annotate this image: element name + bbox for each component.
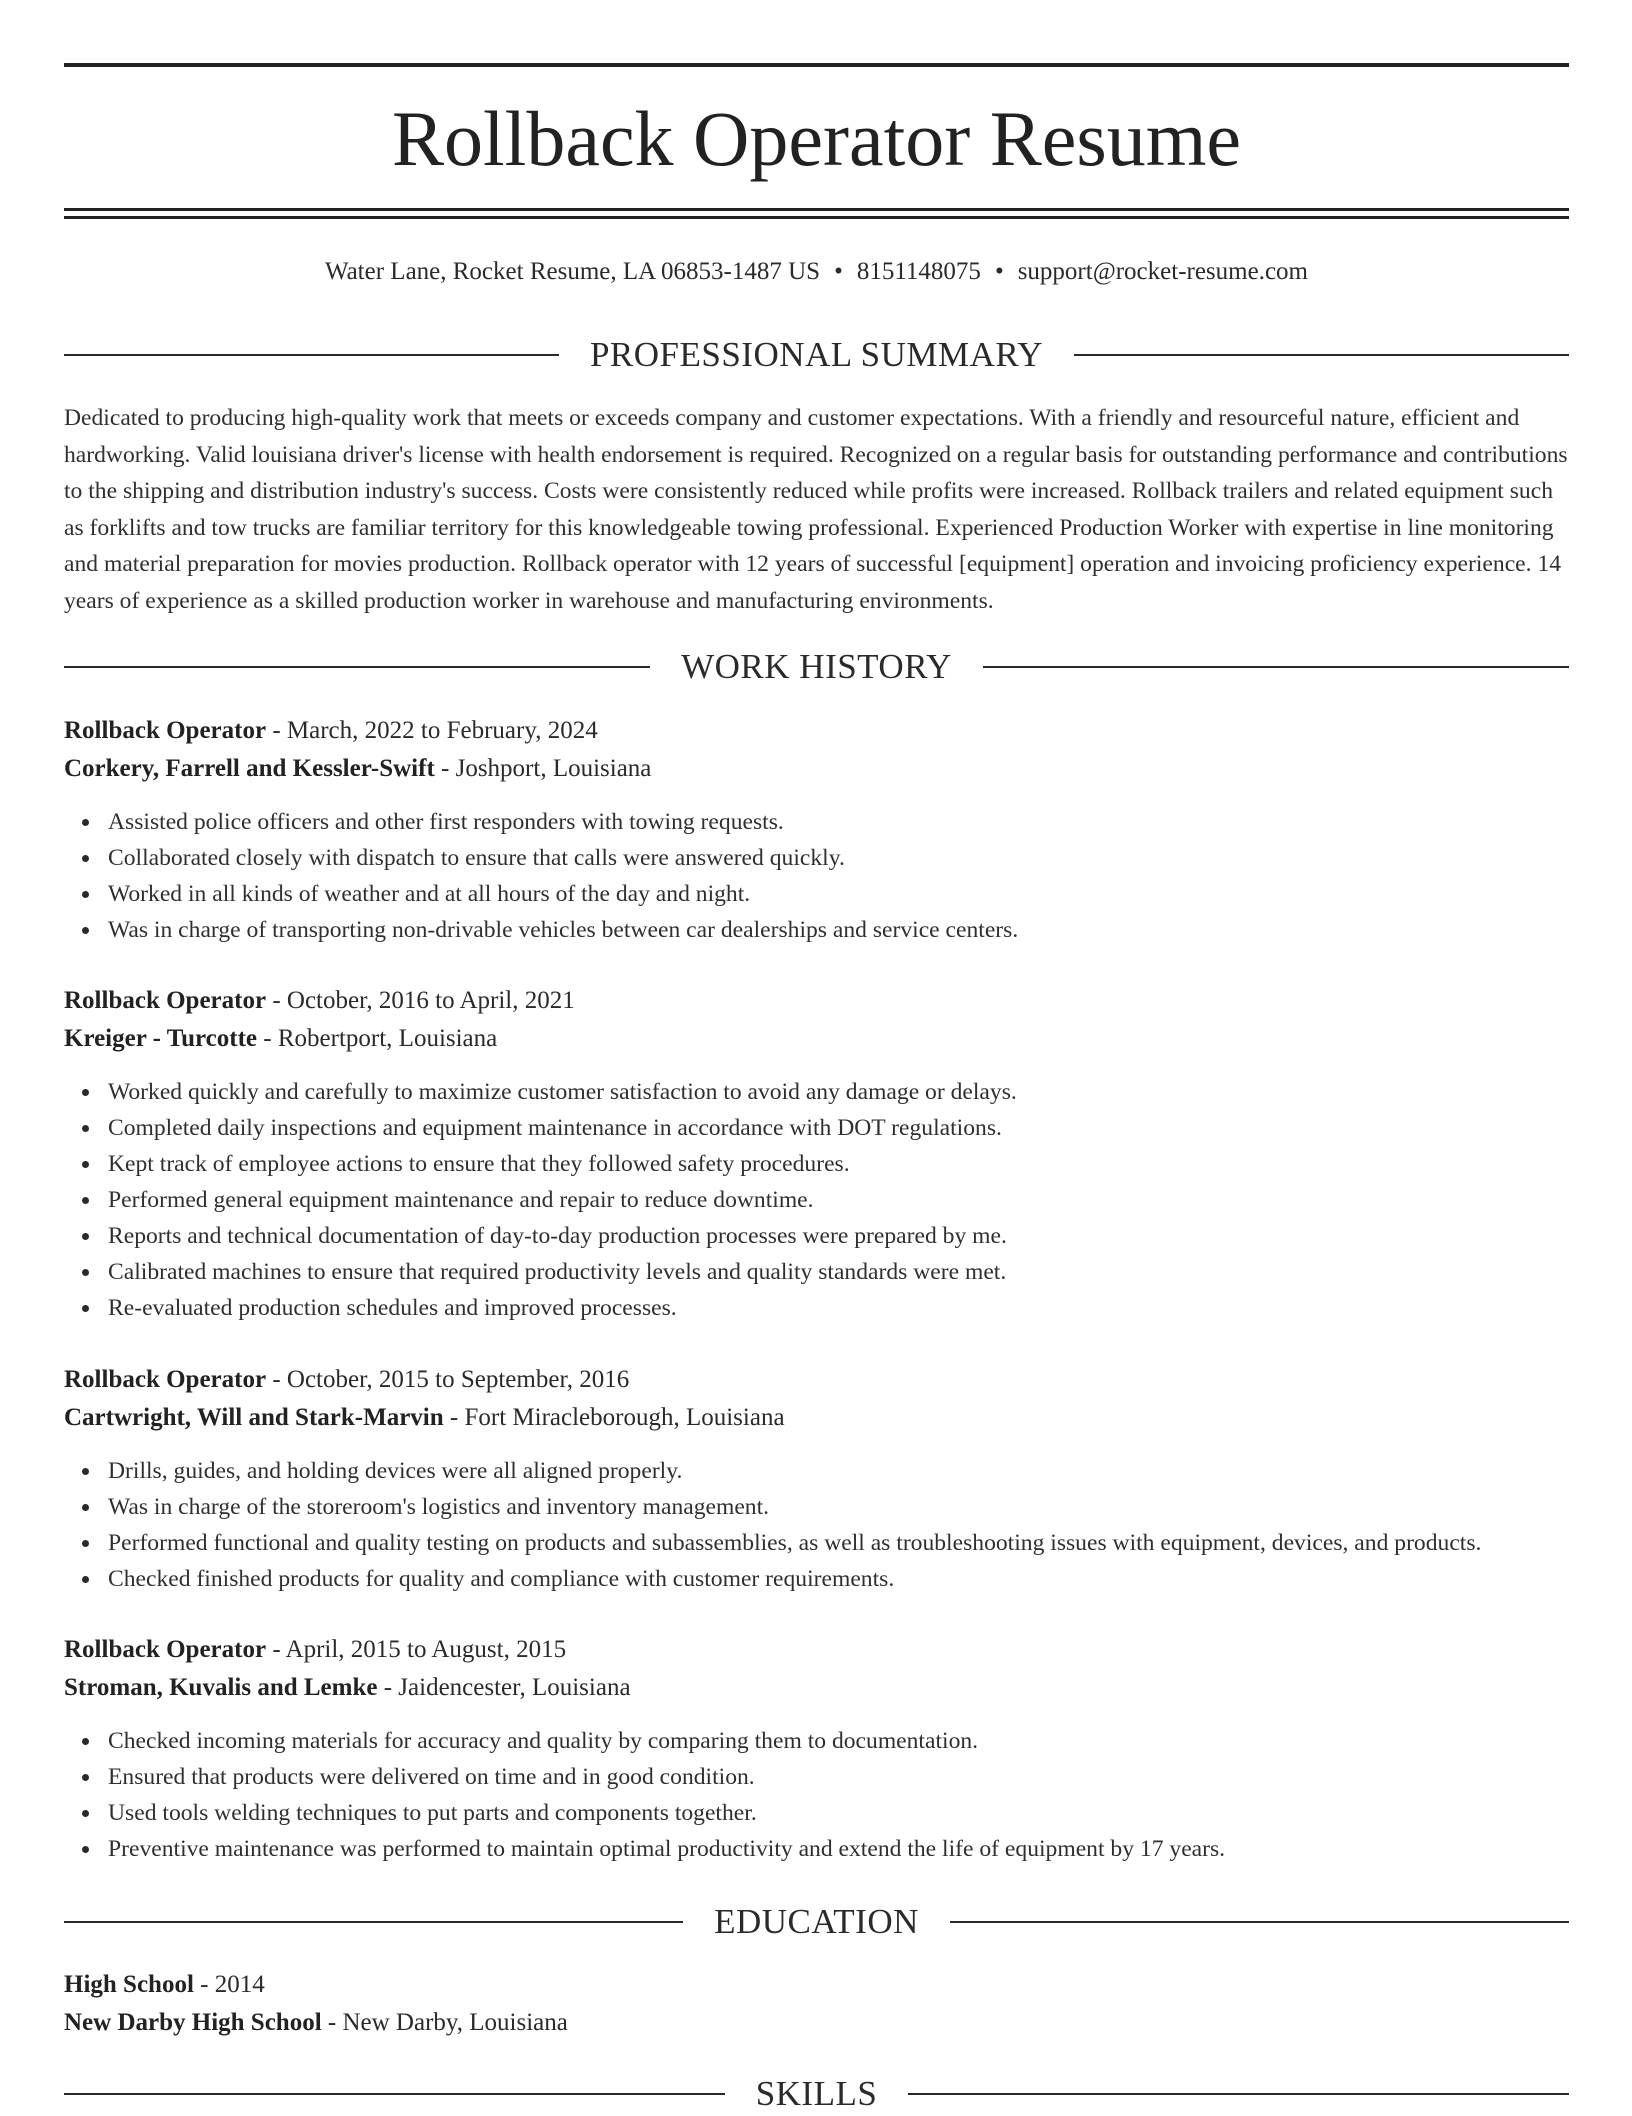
education-degree-line (64, 1966, 1569, 2004)
job-location: - Jaidencester, Louisiana (377, 1674, 631, 1701)
job-title-line (64, 982, 1569, 1020)
contact-separator: • (834, 258, 843, 285)
job-company-line (64, 750, 1569, 788)
contact-line (64, 255, 1569, 289)
list-item: Worked quickly and carefully to maximize customer satisfaction to avoid any damage or delays. (108, 1074, 1569, 1110)
job-title-line (64, 1631, 1569, 1669)
section-rule-right (908, 2093, 1569, 2095)
job-title: Rollback Operator (64, 1366, 267, 1393)
contact-email: support@rocket-resume.com (1017, 258, 1308, 285)
section-header-summary (64, 333, 1569, 377)
list-item: Assisted police officers and other first responders with towing requests. (108, 804, 1569, 840)
job-title-line (64, 712, 1569, 750)
list-item: Reports and technical documentation of day-to-day production processes were prepared by me. (108, 1218, 1569, 1254)
list-item: Was in charge of the storeroom's logistics and inventory management. (108, 1489, 1569, 1525)
job-company-line (64, 1399, 1569, 1437)
section-header-education (64, 1900, 1569, 1944)
section-rule-left (64, 2093, 725, 2095)
job-entry (64, 1361, 1569, 1597)
document-title: Rollback Operator Resume (391, 95, 1242, 182)
section-rule-left (64, 1921, 683, 1923)
job-company: Corkery, Farrell and Kessler-Swift (64, 755, 435, 782)
job-entry (64, 982, 1569, 1326)
job-dates: - April, 2015 to August, 2015 (266, 1636, 567, 1663)
list-item: Performed functional and quality testing on products and subassemblies, as well as troubleshooting issues with equipment, devices, and products. (108, 1525, 1569, 1561)
list-item: Preventive maintenance was performed to maintain optimal productivity and extend the life of equipment by 17 years. (108, 1831, 1569, 1867)
section-title: PROFESSIONAL SUMMARY (589, 335, 1044, 374)
title-double-rule-upper (64, 208, 1569, 211)
list-item: Was in charge of transporting non-drivable vehicles between car dealerships and service centers. (108, 912, 1569, 948)
section-header-skills (64, 2072, 1569, 2116)
education-degree: High School (64, 1971, 194, 1998)
list-item: Worked in all kinds of weather and at all hours of the day and night. (108, 876, 1569, 912)
job-dates: - October, 2015 to September, 2016 (266, 1366, 630, 1393)
section-rule-right (1074, 354, 1569, 356)
job-location: - Fort Miracleborough, Louisiana (443, 1404, 785, 1431)
section-rule-left (64, 354, 559, 356)
title-double-rule-lower (64, 216, 1569, 219)
list-item: Calibrated machines to ensure that required productivity levels and quality standards were met. (108, 1254, 1569, 1290)
list-item: Kept track of employee actions to ensure that they followed safety procedures. (108, 1146, 1569, 1182)
job-duties-list (64, 1723, 1569, 1867)
job-title-line (64, 1361, 1569, 1399)
contact-phone: 8151148075 (856, 258, 981, 285)
job-dates: - March, 2022 to February, 2024 (266, 717, 598, 744)
job-duties-list (64, 1074, 1569, 1326)
list-item: Checked incoming materials for accuracy and quality by comparing them to documentation. (108, 1723, 1569, 1759)
job-duties-list (64, 1453, 1569, 1597)
list-item: Ensured that products were delivered on time and in good condition. (108, 1759, 1569, 1795)
education-year: - 2014 (193, 1971, 265, 1998)
job-company: Kreiger - Turcotte (64, 1025, 258, 1052)
job-company: Cartwright, Will and Stark-Marvin (64, 1404, 444, 1431)
section-header-work-history (64, 645, 1569, 689)
section-rule-left (64, 666, 650, 668)
education-school-line (64, 2004, 1569, 2042)
job-company-line (64, 1020, 1569, 1058)
list-item: Completed daily inspections and equipment maintenance in accordance with DOT regulations. (108, 1110, 1569, 1146)
education-entry (64, 1966, 1569, 2042)
contact-address: Water Lane, Rocket Resume, LA 06853-1487 US (324, 258, 821, 285)
job-location: - Joshport, Louisiana (434, 755, 652, 782)
list-item: Checked finished products for quality and compliance with customer requirements. (108, 1561, 1569, 1597)
job-company: Stroman, Kuvalis and Lemke (64, 1674, 378, 1701)
job-company-line (64, 1669, 1569, 1707)
section-title: SKILLS (755, 2074, 878, 2113)
contact-separator: • (994, 258, 1004, 285)
top-rule (64, 63, 1569, 67)
job-duties-list (64, 804, 1569, 948)
job-location: - Robertport, Louisiana (257, 1025, 498, 1052)
job-entry (64, 1631, 1569, 1867)
list-item: Used tools welding techniques to put parts and components together. (108, 1795, 1569, 1831)
job-title: Rollback Operator (64, 987, 267, 1014)
job-title: Rollback Operator (64, 1636, 267, 1663)
job-dates: - October, 2016 to April, 2021 (266, 987, 575, 1014)
list-item: Performed general equipment maintenance and repair to reduce downtime. (108, 1182, 1569, 1218)
job-title: Rollback Operator (64, 717, 267, 744)
list-item: Collaborated closely with dispatch to ensure that calls were answered quickly. (108, 840, 1569, 876)
professional-summary-text: Dedicated to producing high-quality work that meets or exceeds company and customer expectations. With a friendly and resourceful nature, efficient and hardworking. Valid louisiana driver's license with health endorsement is required. Recognized on a regular basis for outstanding performance and contributions to the shipping and distribution industry's success. Costs were consistently reduced while profits were increased. Rollback trailers and related equipment such as forklifts and tow trucks are familiar territory for this knowledgeable towing professional. Experienced Production Worker with expertise in line monitoring and material preparation for movies production. Rollback operator with 12 years of successful [equipment] operation and invoicing proficiency experience. 14 years of experience as a skilled production worker in warehouse and manufacturing environments. (64, 405, 1568, 614)
list-item: Re-evaluated production schedules and improved processes. (108, 1290, 1569, 1326)
section-rule-right (983, 666, 1569, 668)
education-location: - New Darby, Louisiana (321, 2009, 568, 2036)
list-item: Drills, guides, and holding devices were all aligned properly. (108, 1453, 1569, 1489)
job-entry (64, 712, 1569, 948)
section-title: WORK HISTORY (681, 647, 952, 686)
education-school: New Darby High School (64, 2009, 322, 2036)
section-rule-right (950, 1921, 1569, 1923)
section-title: EDUCATION (714, 1902, 919, 1941)
